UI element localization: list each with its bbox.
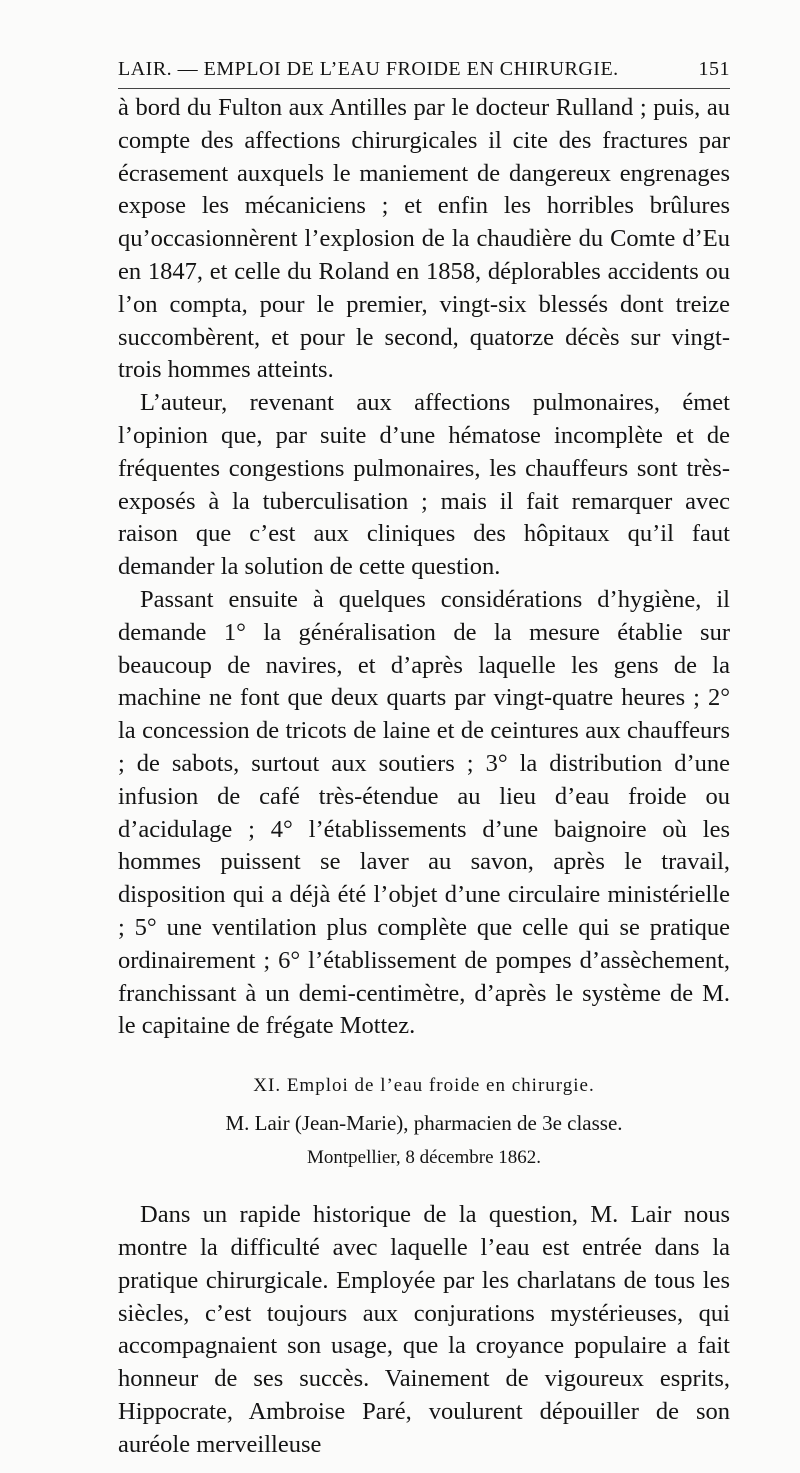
paragraph-history: Dans un rapide historique de la question, M. Lair nous montre la difficulté avec laquelle l’eau est entrée dans la pratique chirurgicale. Employée par les charlatans de tous les siècles, c’est toujours aux conjurations mystérieuses, qui accompagnaient son usage, que la croyance populaire a fait honneur de ses succès. Vainement de vigoureux esprits, Hippocrate, Ambroise Paré, voulurent dépouiller de son auréole merveilleuse xyxy=(118,1201,730,1458)
page-number: 151 xyxy=(698,58,730,80)
paragraph-continuation: à bord du Fulton aux Antilles par le docteur Rulland ; puis, au compte des affections chirurgicales il cite des fractures par écrasement auxquels le maniement de dangereux engrenages expose les mécaniciens ; et enfin les horribles brûlures qu’occasionnèrent l’explosion de la chaudière du Comte d’Eu en 1847, et celle du Roland en 1858, déplorables accidents ou l’on compta, pour le premier, vingt-six blessés dont treize succombèrent, et pour le second, quatorze décès sur vingt-trois hommes atteints. xyxy=(118,94,730,384)
header-rule xyxy=(118,88,730,89)
running-head-title: LAIR. — EMPLOI DE L’EAU FROIDE EN CHIRURGIE. xyxy=(118,58,619,80)
section-title: XI. Emploi de l’eau froide en chirurgie. xyxy=(253,1075,595,1097)
body-text xyxy=(118,92,730,1461)
running-head xyxy=(118,58,730,81)
section-author: M. Lair (Jean-Marie), pharmacien de 3e classe. xyxy=(225,1111,623,1136)
section-place-date: Montpellier, 8 décembre 1862. xyxy=(306,1147,542,1169)
paragraph-hygiene: Passant ensuite à quelques considérations d’hygiène, il demande 1° la généralisation de la mesure établie sur beaucoup de navires, et d’après laquelle les gens de la machine ne font que deux quarts par vingt-quatre heures ; 2° la concession de tricots de laine et de ceintures aux chauffeurs ; de sabots, surtout aux soutiers ; 3° la distribution d’une infusion de café très-étendue au lieu d’eau froide ou d’acidulage ; 4° l’établissements d’une baignoire où les hommes puissent se laver au savon, après le travail, disposition qui a déjà été l’objet d’une circulaire ministérielle ; 5° une ventilation plus complète que celle qui se pratique ordinairement ; 6° l’établissement de pompes d’assèchement, franchissant à un demi-centimètre, d’après le système de M. le capitaine de frégate Mottez. xyxy=(118,585,730,1040)
paragraph-pulmonary: L’auteur, revenant aux affections pulmonaires, émet l’opinion que, par suite d’une hématose incomplète et de fréquentes congestions pulmonaires, les chauffeurs sont très-exposés à la tuberculisation ; mais il fait remarquer avec raison que c’est aux cliniques des hôpitaux qu’il faut demander la solution de cette question. xyxy=(118,389,730,581)
